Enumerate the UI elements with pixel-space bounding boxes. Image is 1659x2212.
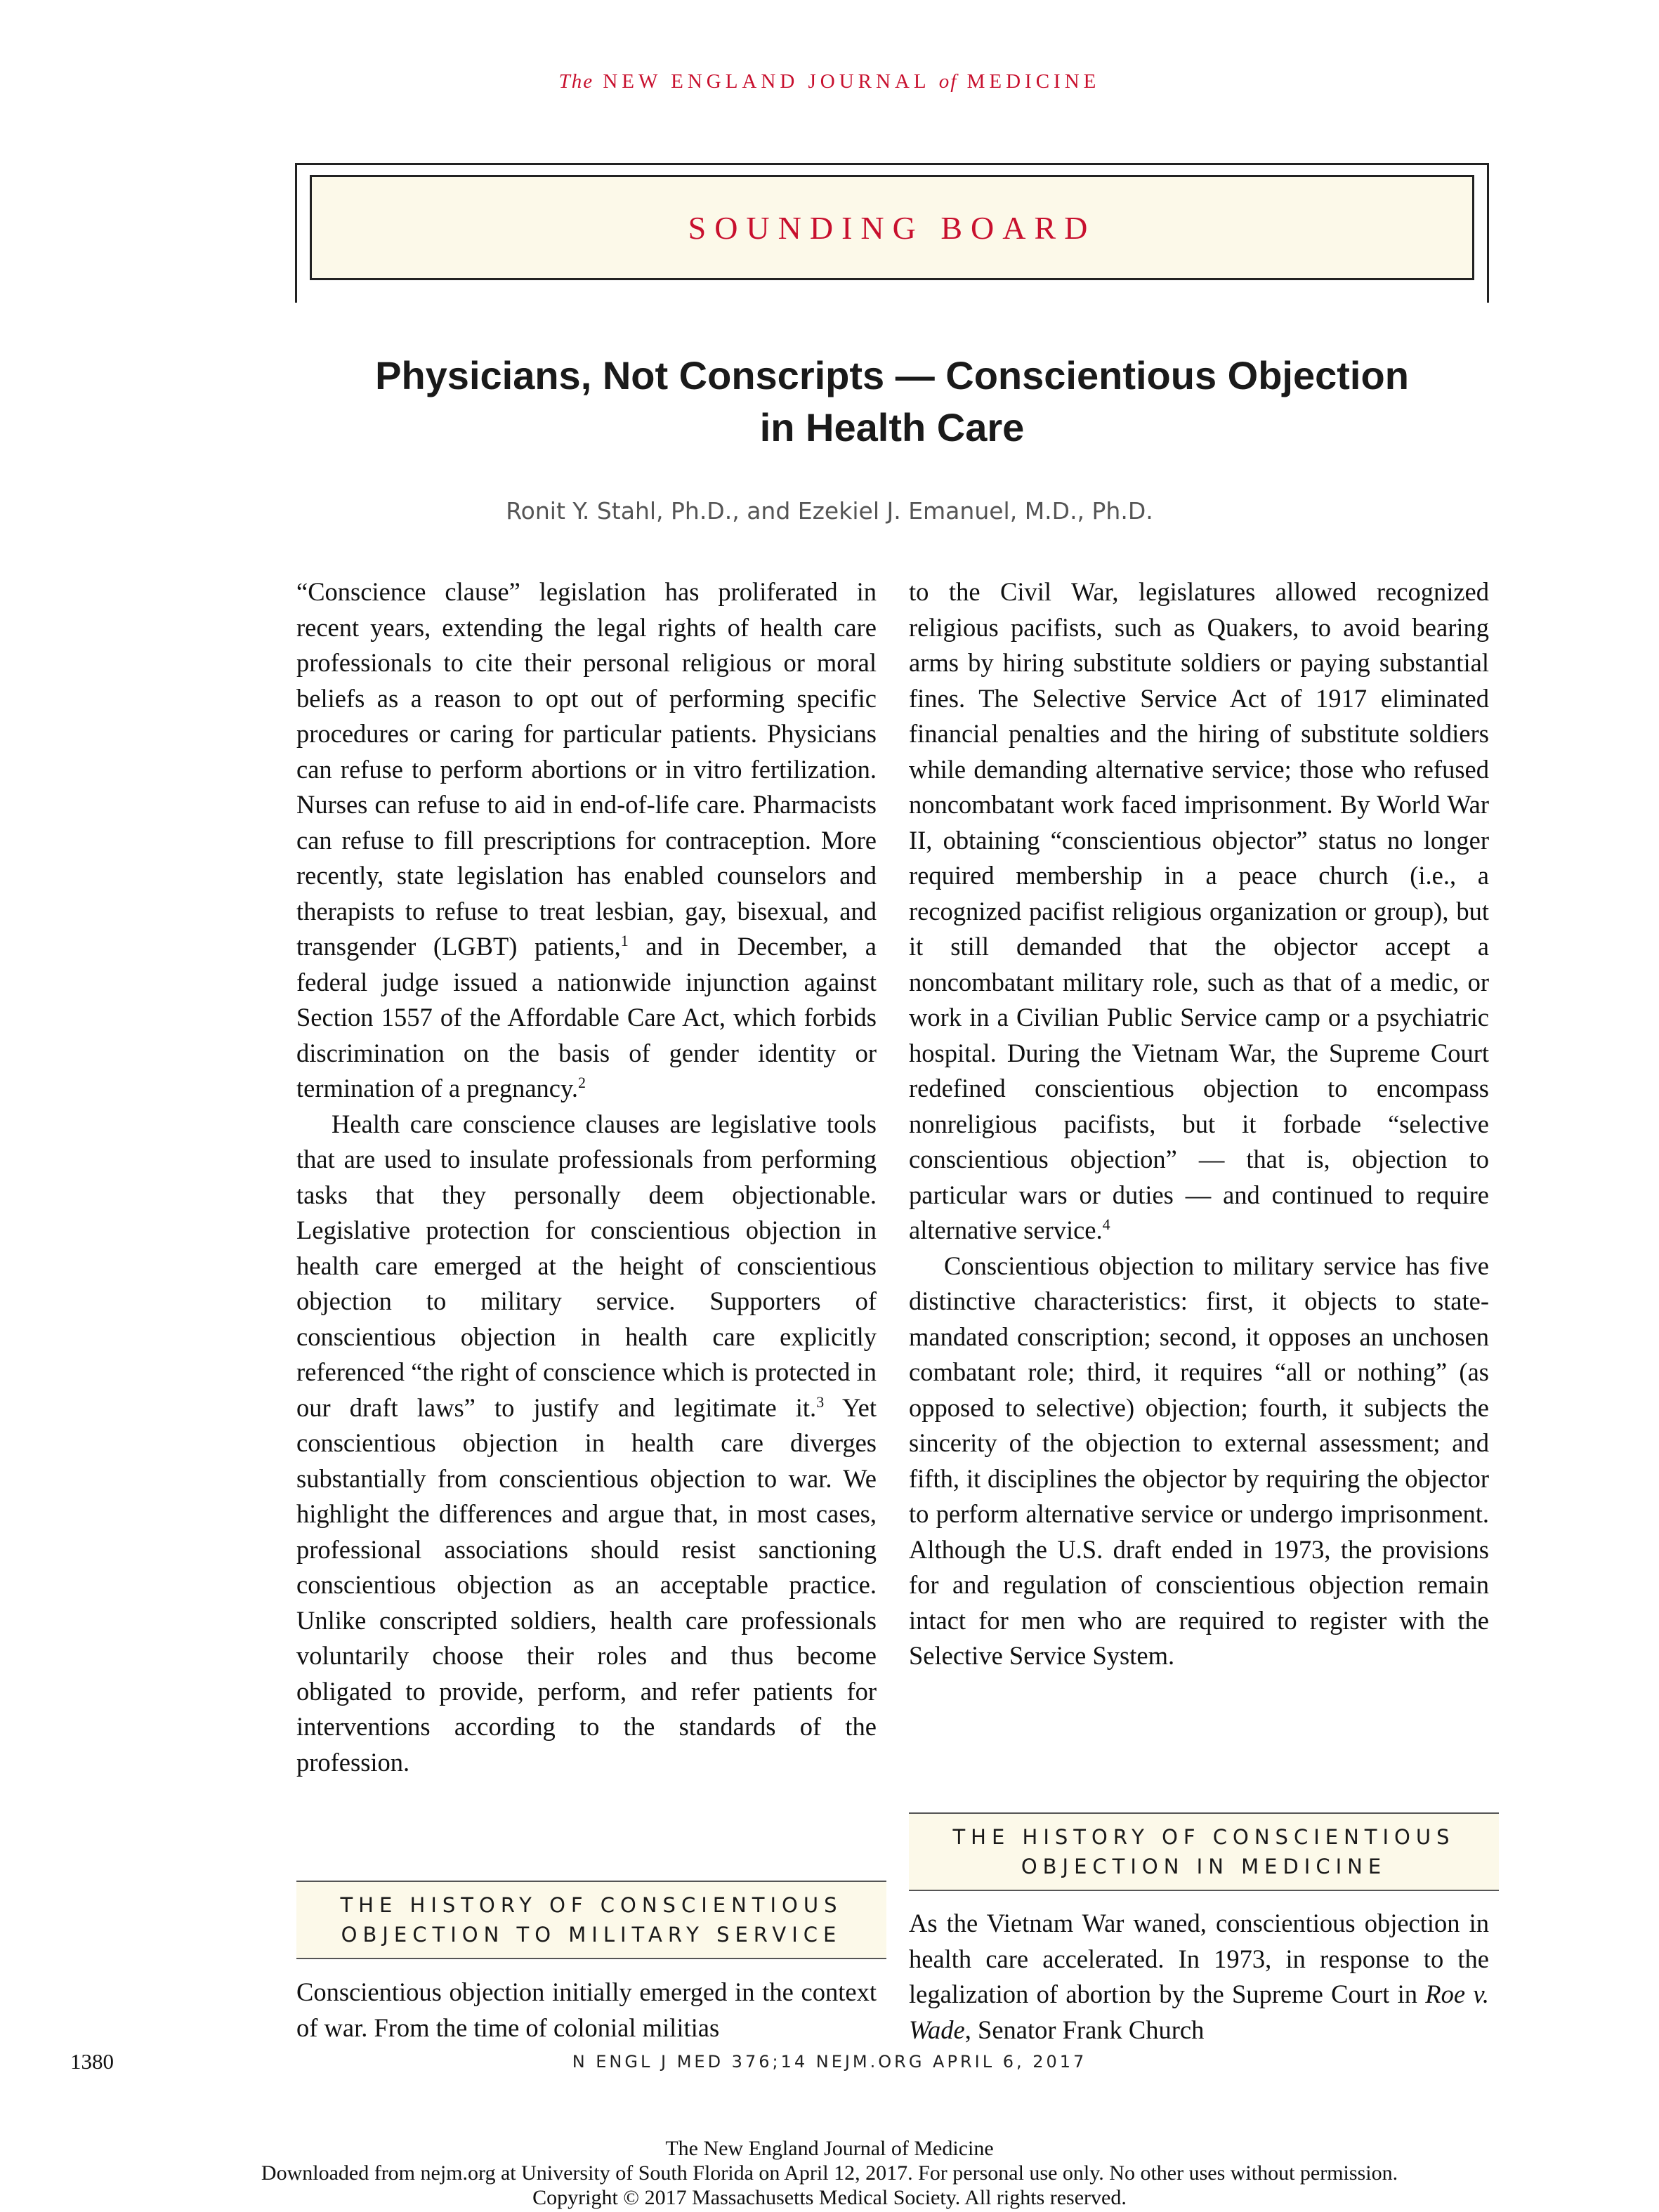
- section-label: SOUNDING BOARD: [688, 209, 1096, 246]
- article-authors: Ronit Y. Stahl, Ph.D., and Ezekiel J. Emanuel, M.D., Ph.D.: [506, 497, 1153, 525]
- section-heading-line: THE HISTORY OF CONSCIENTIOUS: [340, 1893, 843, 1917]
- download-notice: Downloaded from nejm.org at University of South Florida on April 12, 2017. For personal use only. No other uses without permission.: [261, 2161, 1398, 2185]
- section-heading-medicine: [909, 1812, 1499, 1891]
- section-heading-line: OBJECTION IN MEDICINE: [1021, 1855, 1387, 1878]
- paragraph: to the Civil War, legislatures allowed recognized religious pacifists, such as Quakers, to avoid bearing arms by hiring substitute soldiers or paying substantial fines. The Selective Service Act of 1917 eliminated financial penalties and the hiring of substitute soldiers while demanding alternative service; those who refused noncombatant work faced imprisonment. By World War II, obtaining “conscientious objector” status no longer required membership in a peace church (i.e., a recognized pacifist religious organization or group), but it still demanded that the objector accept a noncombatant military role, such as that of a medic, or work in a Civilian Public Service camp or a psychiatric hospital. During the Vietnam War, the Supreme Court redefined conscientious objection to encompass nonreligious pacifists, but it forbade “selective conscientious objection” — that is, objection to particular wars or duties — and continued to require alternative service.$^4$: [909, 577, 1489, 1244]
- paragraph: Conscientious objection to military service has five distinctive characteristics: first, it objects to state-mandated conscription; second, it opposes an unchosen combatant role; third, it requires “all or nothing” (as opposed to selective) objection; fourth, it subjects the sincerity of the objection to external assessment; and fifth, it disciplines the objector by requiring the objector to perform alternative service or undergo imprisonment. Although the U.S. draft ended in 1973, the provisions for and regulation of conscientious objection remain intact for men who are required to register with the Selective Service System.: [909, 1251, 1489, 1670]
- section-heading-military: [296, 1881, 886, 1959]
- body-column-right: [909, 574, 1489, 1674]
- journal-name-part1: NEW ENGLAND JOURNAL: [603, 70, 930, 93]
- journal-the: The: [558, 70, 594, 93]
- section-military-text: [296, 1975, 877, 2046]
- journal-header: [0, 70, 1659, 93]
- article-title-line2: in Health Care: [759, 405, 1025, 449]
- reference-marker: 4: [1102, 1215, 1110, 1233]
- section-medicine-text: [909, 1906, 1489, 2048]
- journal-name-part2: MEDICINE: [966, 70, 1101, 93]
- body-column-left: [296, 574, 877, 1780]
- case-name: Roe v. Wade: [909, 1980, 1489, 2044]
- paragraph: As the Vietnam War waned, conscientious objection in health care accelerated. In 1973, in response to the legalization of abortion by the Supreme Court in Roe v. Wade, Senator Frank Church: [909, 1909, 1489, 2044]
- reference-marker: 2: [578, 1073, 586, 1091]
- article-title: [267, 350, 1517, 454]
- section-heading-line: OBJECTION TO MILITARY SERVICE: [341, 1923, 842, 1947]
- paragraph: “Conscience clause” legislation has proliferated in recent years, extending the legal rights of health care professionals to cite their personal religious or moral beliefs as a reason to opt out of performing specific procedures or caring for particular patients. Physicians can refuse to perform abortions or in vitro fertilization. Nurses can refuse to aid in end-of-life care. Pharmacists can refuse to fill prescriptions for contraception. More recently, state legislation has enabled counselors and therapists to refuse to treat lesbian, gay, bisexual, and transgender (LGBT) patients,$^1$ and in December, a federal judge issued a nationwide injunction against Section 1557 of the Affordable Care Act, which forbids discrimination on the basis of gender identity or termination of a pregnancy.$^2$: [296, 577, 877, 1102]
- section-label-box: [310, 175, 1474, 280]
- article-title-line1: Physicians, Not Conscripts — Conscientious Objection: [375, 353, 1409, 397]
- paragraph: Conscientious objection initially emerged in the context of war. From the time of colonial militias: [296, 1977, 877, 2042]
- section-heading-line: THE HISTORY OF CONSCIENTIOUS: [952, 1825, 1455, 1849]
- section-label-frame: [295, 163, 1489, 303]
- page-number: 1380: [70, 2049, 114, 2074]
- download-notice-title: The New England Journal of Medicine: [665, 2137, 994, 2160]
- reference-marker: 3: [816, 1393, 825, 1411]
- citation-footer: N ENGL J MED 376;14 NEJM.ORG APRIL 6, 2017: [572, 2052, 1087, 2072]
- paragraph: Health care conscience clauses are legislative tools that are used to insulate professionals from performing tasks that they personally deem objectionable. Legislative protection for conscientious objection in health care emerged at the height of conscientious objection to military service. Supporters of conscientious objection in health care explicitly referenced “the right of conscience which is protected in our draft laws” to justify and legitimate it.$^3$ Yet conscientious objection in health care diverges substantially from conscientious objection to war. We highlight the differences and argue that, in most cases, professional associations should resist sanctioning conscientious objection as an acceptable practice. Unlike conscripted soldiers, health care professionals voluntarily choose their roles and thus become obligated to provide, perform, and refer patients for interventions according to the standards of the profession.: [296, 1109, 877, 1777]
- copyright-notice: Copyright © 2017 Massachusetts Medical Society. All rights reserved.: [532, 2186, 1127, 2209]
- journal-of: of: [938, 70, 958, 93]
- reference-marker: 1: [620, 931, 629, 949]
